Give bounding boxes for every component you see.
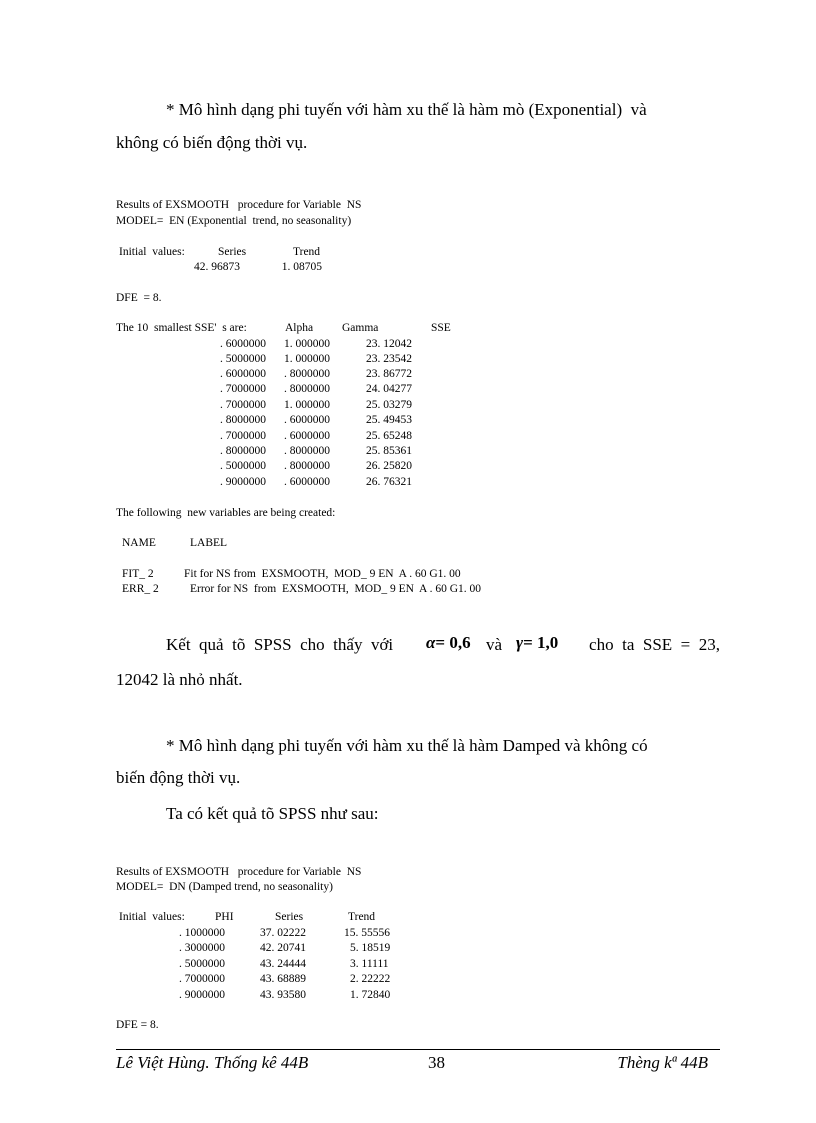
table-cell-series: 42. 20741 [260,942,306,954]
table-cell-sse: 23. 12042 [366,338,412,350]
table-cell-gamma: . 8000000 [284,445,330,457]
table-cell-series: 43. 93580 [260,989,306,1001]
table-cell-gamma: 1. 000000 [284,399,330,411]
output1-model: MODEL= EN (Exponential trend, no seasonality) [116,215,352,227]
table-cell-gamma: . 6000000 [284,430,330,442]
result1-gamma-formula [516,633,558,653]
table-cell-sse: 24. 04277 [366,383,412,395]
output1-col-alpha: Alpha [285,322,314,334]
table-cell-gamma: 1. 000000 [284,353,330,365]
table-cell-alpha: . 6000000 [220,338,266,350]
section2-heading-line1: * Mô hình dạng phi tuyến với hàm xu thế là hàm Damped và không có [166,736,648,755]
table-cell-gamma: . 6000000 [284,476,330,488]
table-cell-trend: 1. 72840 [350,989,391,1001]
table-cell-alpha: . 7000000 [220,399,266,411]
result1-text-end: cho ta SSE = 23, [589,635,720,654]
output1-title: Results of EXSMOOTH procedure for Variable NS [116,199,362,211]
table-cell-alpha: . 5000000 [220,353,266,365]
table-cell-gamma: . 8000000 [284,383,330,395]
table-cell-series: 37. 02222 [260,927,306,939]
footer-right: Thèng kª 44B [617,1053,708,1072]
result1-text-start: Kết quả tõ SPSS cho thấy với [166,635,394,654]
gamma-value: = 1,0 [523,633,559,652]
table-cell-alpha: . 7000000 [220,430,266,442]
output2-model: MODEL= DN (Damped trend, no seasonality) [116,881,333,893]
table-cell-alpha: . 7000000 [220,383,266,395]
section2-heading-line2: biến động thời vụ. [116,768,241,787]
table-cell-sse: 26. 76321 [366,476,412,488]
gamma-symbol: γ [516,633,524,652]
output1-col-sse: SSE [431,322,451,334]
output1-init-trend: 1. 08705 [281,261,322,273]
output2-initial-label: Initial values: [119,911,185,923]
output1-init-series: 42. 96873 [194,261,240,273]
alpha-symbol: α [426,633,436,652]
output2-col-trend: Trend [348,911,376,923]
section2-intro: Ta có kết quả tõ SPSS như sau: [166,804,379,823]
output1-var2-label: Error for NS from EXSMOOTH, MOD_ 9 EN A . 60 G1. 00 [190,583,481,595]
alpha-value: = 0,6 [435,633,471,652]
section1-heading-line1: * Mô hình dạng phi tuyến với hàm xu thế là hàm mò (Exponential) và [166,100,647,119]
output1-col-series: Series [218,246,247,258]
table-cell-sse: 25. 03279 [366,399,412,411]
table-cell-trend: 3. 11111 [350,958,389,970]
footer-divider [116,1049,720,1050]
result1-and: và [486,635,503,654]
table-cell-series: 43. 68889 [260,973,306,985]
page-number: 38 [428,1053,445,1072]
table-cell-alpha: . 8000000 [220,445,266,457]
output2-dfe: DFE = 8. [116,1019,159,1031]
table-cell-phi: . 3000000 [179,942,225,954]
output1-initial-label: Initial values: [119,246,185,258]
table-cell-phi: . 7000000 [179,973,225,985]
table-cell-sse: 26. 25820 [366,460,412,472]
output1-var1-label: Fit for NS from EXSMOOTH, MOD_ 9 EN A . 60 G1. 00 [184,568,461,580]
table-cell-trend: 5. 18519 [350,942,391,954]
table-cell-gamma: 1. 000000 [284,338,330,350]
output1-var2-name: ERR_ 2 [122,583,159,595]
output1-smallest-label: The 10 smallest SSE' s are: [116,322,247,334]
table-cell-series: 43. 24444 [260,958,306,970]
table-cell-gamma: . 6000000 [284,414,330,426]
table-cell-alpha: . 6000000 [220,368,266,380]
output1-col-name: NAME [122,537,156,549]
table-cell-alpha: . 9000000 [220,476,266,488]
output1-col-label: LABEL [190,537,228,549]
output1-var1-name: FIT_ 2 [122,568,154,580]
output1-dfe: DFE = 8. [116,292,162,304]
table-cell-phi: . 5000000 [179,958,225,970]
table-cell-alpha: . 8000000 [220,414,266,426]
output2-title: Results of EXSMOOTH procedure for Variable NS [116,866,362,878]
output2-col-phi: PHI [215,911,234,923]
footer-author: Lê Việt Hùng. Thống kê 44B [116,1053,309,1072]
table-cell-gamma: . 8000000 [284,460,330,472]
table-cell-sse: 23. 23542 [366,353,412,365]
output1-newvars-label: The following new variables are being created: [116,507,336,519]
output1-col-gamma: Gamma [342,322,379,334]
table-cell-trend: 15. 55556 [344,927,390,939]
table-cell-sse: 23. 86772 [366,368,412,380]
table-cell-alpha: . 5000000 [220,460,266,472]
output1-col-trend: Trend [293,246,321,258]
result1-line2: 12042 là nhỏ nhất. [116,670,243,689]
table-cell-phi: . 9000000 [179,989,225,1001]
table-cell-phi: . 1000000 [179,927,225,939]
table-cell-sse: 25. 85361 [366,445,412,457]
result1-alpha-formula [426,633,471,653]
table-cell-trend: 2. 22222 [350,973,391,985]
section1-heading-line2: không có biến động thời vụ. [116,133,308,152]
table-cell-sse: 25. 65248 [366,430,412,442]
table-cell-sse: 25. 49453 [366,414,412,426]
output2-col-series: Series [275,911,304,923]
table-cell-gamma: . 8000000 [284,368,330,380]
